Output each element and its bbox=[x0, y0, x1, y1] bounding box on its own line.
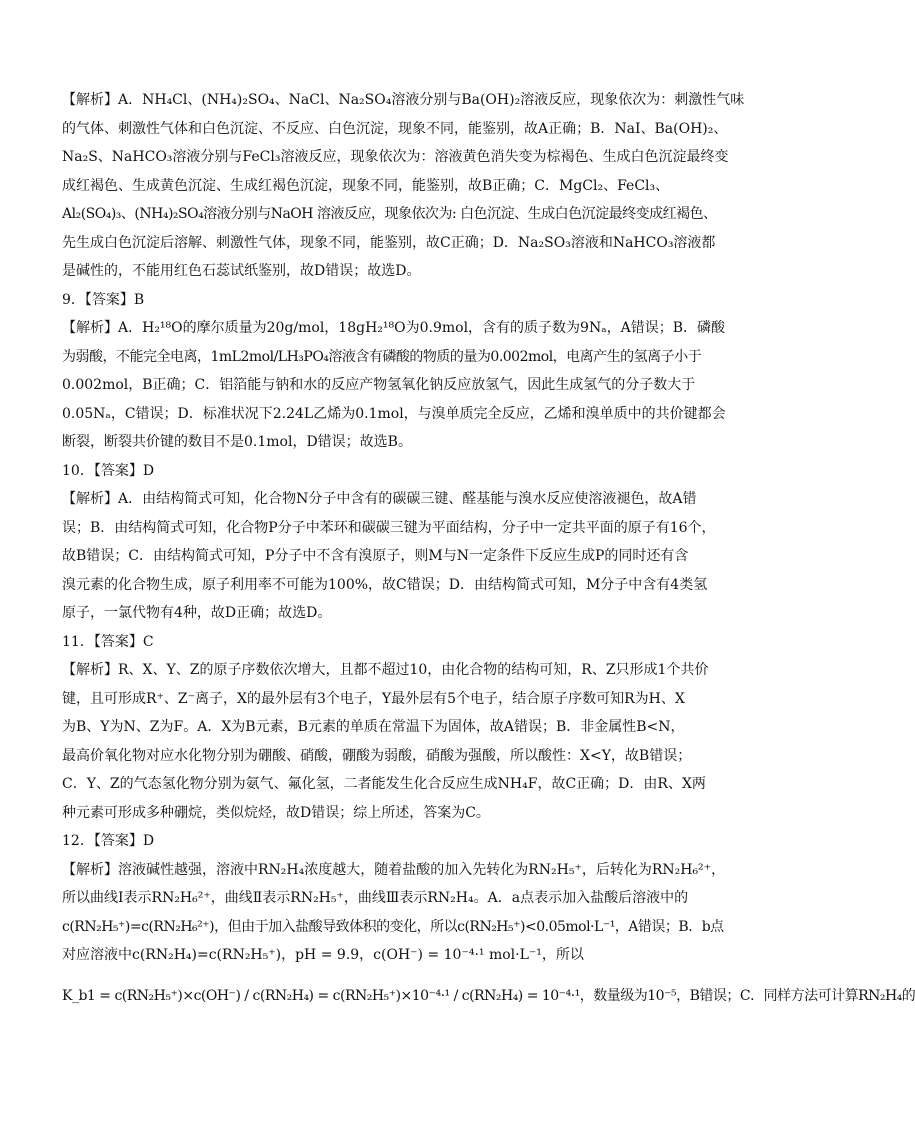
q9-analysis bbox=[62, 314, 744, 457]
text-line: c(RN₂H₅⁺)=c(RN₂H₆²⁺)，但由于加入盐酸导致体积的变化，所以c(RN₂H₅⁺)<0.05mol·L⁻¹，A错误；B．b点 bbox=[62, 918, 724, 935]
text-line: 原子，一氯代物有4种，故D正确；故选D。 bbox=[62, 605, 332, 621]
text-line: 所以曲线Ⅰ表示RN₂H₆²⁺，曲线Ⅱ表示RN₂H₅⁺，曲线Ⅲ表示RN₂H₄。A．a点表示加入盐酸后溶液中的 bbox=[62, 890, 689, 906]
q11-analysis bbox=[62, 656, 744, 827]
text-line: 【解析】R、X、Y、Z的原子序数依次增大，且都不超过10，由化合物的结构可知，R、Z只形成1个共价 bbox=[62, 662, 709, 678]
q12-answer-heading: 12．【答案】D bbox=[62, 833, 155, 849]
text-line: 最高价氧化物对应水化物分别为硼酸、硝酸，硼酸为弱酸，硝酸为强酸，所以酸性：X<Y，故B错误； bbox=[62, 747, 692, 764]
q8-analysis bbox=[62, 86, 744, 286]
text-line: 为B、Y为N、Z为F。A．X为B元素，B元素的单质在常温下为固体，故A错误；B．非金属性B<N， bbox=[62, 719, 685, 735]
q10-analysis bbox=[62, 485, 744, 628]
q10-answer-heading: 10．【答案】D bbox=[62, 462, 155, 479]
q9-answer-heading: 9．【答案】B bbox=[62, 291, 145, 308]
text-line: 对应溶液中c(RN₂H₄)=c(RN₂H₅⁺)，pH = 9.9，c(OH⁻) = 10⁻⁴·¹ mol·L⁻¹，所以 bbox=[62, 947, 584, 963]
text-line: 为弱酸，不能完全电离，1mL2mol/LH₃PO₄溶液含有磷酸的物质的量为0.002mol，电离产生的氢离子小于 bbox=[62, 348, 702, 365]
text-line: Al₂(SO₄)₃、(NH₄)₂SO₄溶液分别与NaOH 溶液反应，现象依次为: 白色沉淀、生成白色沉淀最终变成红褐色、 bbox=[62, 206, 717, 222]
text-line: 【解析】溶液碱性越强，溶液中RN₂H₄浓度越大，随着盐酸的加入先转化为RN₂H₅⁺，后转化为RN₂H₆²⁺， bbox=[62, 861, 726, 878]
text-line: 种元素可形成多种硼烷，类似烷烃，故D错误；综上所述，答案为C。 bbox=[62, 804, 490, 821]
text-line: 键，且可形成R⁺、Z⁻离子，X的最外层有3个电子，Y最外层有5个电子，结合原子序数可知R为H、X bbox=[62, 690, 685, 707]
text-line: 先生成白色沉淀后溶解、刺激性气体，现象不同，能鉴别，故C正确；D．Na₂SO₃溶液和NaHCO₃溶液都 bbox=[62, 234, 716, 251]
text-line: 断裂，断裂共价键的数目不是0.1mol，D错误；故选B。 bbox=[62, 434, 412, 450]
text-line: 故B错误；C．由结构简式可知，P分子中不含有溴原子，则M与N一定条件下反应生成P的同时还有含 bbox=[62, 548, 689, 564]
text-line: 是碱性的，不能用红色石蕊试纸鉴别，故D错误；故选D。 bbox=[62, 263, 421, 279]
text-line: C．Y、Z的气态氢化物分别为氨气、氟化氢，二者能发生化合反应生成NH₄F，故C正确；D．由R、X两 bbox=[62, 776, 706, 792]
text-line: 【解析】A．H₂¹⁸O的摩尔质量为20g/mol，18gH₂¹⁸O为0.9mol，含有的质子数为9Nₐ，A错误；B．磷酸 bbox=[62, 320, 726, 336]
text-line: 【解析】A．由结构简式可知，化合物N分子中含有的碳碳三键、醛基能与溴水反应使溶液褪色，故A错 bbox=[62, 491, 697, 507]
answer-analysis-body bbox=[62, 86, 915, 1022]
text-line: 溴元素的化合物生成，原子利用率不可能为100%，故C错误；D．由结构简式可知，M分子中含有4类氢 bbox=[62, 576, 708, 593]
q12-analysis bbox=[62, 856, 915, 1022]
text-line: 的气体、刺激性气体和白色沉淀、不反应、白色沉淀，现象不同，能鉴别，故A正确；B．NaI、Ba(OH)₂、 bbox=[62, 120, 728, 137]
q11-answer-heading: 11．【答案】C bbox=[62, 633, 154, 650]
text-line: Na₂S、NaHCO₃溶液分别与FeCl₃溶液反应，现象依次为：溶液黄色消失变为棕褐色、生成白色沉淀最终变 bbox=[62, 149, 729, 165]
text-line: 0.05Nₐ，C错误；D．标准状况下2.24L乙烯为0.1mol，与溴单质完全反应，乙烯和溴单质中的共价键都会 bbox=[62, 405, 726, 422]
text-line: 误；B．由结构简式可知，化合物P分子中苯环和碳碳三键为平面结构，分子中一定共平面的原子有16个， bbox=[62, 519, 716, 536]
text-line: 0.002mol，B正确；C．铝箔能与钠和水的反应产物氢氧化钠反应放氢气，因此生成氢气的分子数大于 bbox=[62, 377, 696, 393]
text-line: 成红褐色、生成黄色沉淀、生成红褐色沉淀，现象不同，能鉴别，故B正确；C．MgCl₂、FeCl₃、 bbox=[62, 177, 670, 194]
kb1-formula-line: K_b1 = c(RN₂H₅⁺)×c(OH⁻) / c(RN₂H₄) = c(RN₂H₅⁺)×10⁻⁴·¹ / c(RN₂H₄) = 10⁻⁴·¹，数量级为10⁻⁵，B错误；C．同样方法可计算RN₂H₄的 bbox=[62, 987, 915, 1004]
text-line: 【解析】A．NH₄Cl、(NH₄)₂SO₄、NaCl、Na₂SO₄溶液分别与Ba(OH)₂溶液反应，现象依次为：刺激性气味 bbox=[62, 92, 745, 108]
